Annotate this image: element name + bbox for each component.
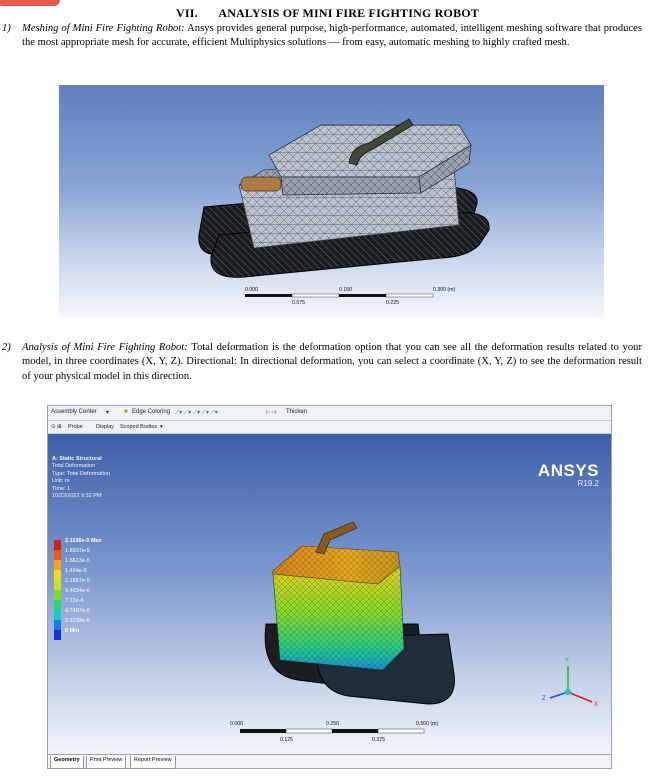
- legend-label: 4.7467e-6: [65, 608, 90, 614]
- ansys-screenshot: [47, 405, 612, 769]
- dropdown-arrow-icon[interactable]: ▾: [106, 410, 110, 416]
- paragraph-analysis: [2, 341, 642, 384]
- scale-label: 0.000: [245, 287, 258, 293]
- tab-print-preview[interactable]: Print Preview: [86, 756, 126, 769]
- item-index: 1): [2, 23, 11, 34]
- brand-name: ANSYS: [537, 461, 599, 480]
- version-label: R19.2: [577, 479, 599, 488]
- scale-label: 0.150: [339, 287, 352, 293]
- scale-label: 0.000: [230, 721, 243, 727]
- paragraph-meshing: [2, 22, 642, 51]
- item-text: Total deformation is the deformation option that you can see all the deformation results related to your model, in three coordinates (X, Y, Z). Directional: In directional deformation, you can select a coordinate (X, Y, Z) to see the deformation result of your physical model in this direction.: [22, 342, 642, 382]
- legend-label: 1.6613e-5: [65, 558, 90, 564]
- analysis-title: A: Static Structural: [52, 456, 102, 462]
- legend-label: 2.1136e-5 Max: [65, 538, 102, 544]
- section-number: VII.: [175, 6, 198, 20]
- display-button[interactable]: Display: [96, 424, 115, 430]
- legend-label: 7.12e-6: [65, 598, 84, 604]
- axis-label-y: Y: [565, 658, 570, 664]
- scale-label: 0.300 (m): [433, 287, 456, 293]
- item-heading: Analysis of Mini Fire Fighting Robot:: [22, 342, 188, 353]
- scale-label: 0.075: [292, 300, 305, 306]
- info-line: Time: 1: [52, 485, 71, 492]
- scale-label: 0.225: [386, 300, 399, 306]
- legend-label: 1.424e-5: [65, 568, 87, 574]
- toolbar-second: [48, 421, 611, 434]
- item-index: 2): [2, 342, 11, 353]
- scale-label: 0.500 (m): [416, 721, 439, 727]
- axis-triad: [542, 658, 598, 708]
- mesh-figure: [59, 85, 604, 317]
- legend-label: 2.3733e-6: [65, 618, 90, 624]
- toolbar-top: [48, 406, 611, 421]
- scale-label: 0.250: [326, 721, 339, 727]
- axis-label-z: Z: [542, 696, 546, 702]
- scoped-bodies-select[interactable]: Scoped Bodies: [120, 424, 157, 430]
- section-title: ANALYSIS OF MINI FIRE FIGHTING ROBOT: [218, 6, 480, 20]
- tab-report-preview[interactable]: Report Preview: [130, 756, 176, 769]
- info-line: Unit: m: [52, 478, 70, 485]
- thicken-button[interactable]: Thicken: [286, 409, 308, 415]
- assembly-center-select[interactable]: Assembly Center: [51, 409, 97, 415]
- info-line: Type: Total Deformation: [52, 470, 110, 477]
- deformation-scale-bar: [230, 721, 438, 743]
- mesh-scale-bar: [245, 287, 455, 306]
- scale-label: 0.125: [280, 737, 293, 743]
- legend-label: 9.4934e-6: [65, 588, 90, 594]
- item-heading: Meshing of Mini Fire Fighting Robot:: [22, 23, 185, 34]
- view-tabs: [48, 754, 611, 768]
- section-heading: [0, 6, 655, 21]
- mesh-cylinder: [241, 177, 281, 191]
- mesh-render: [59, 85, 604, 317]
- graphics-viewport[interactable]: [48, 434, 611, 754]
- deformation-render: [48, 434, 611, 754]
- probe-icon: ⊙ ⊞: [51, 424, 62, 430]
- edge-coloring-icon: ■: [124, 409, 128, 415]
- axis-label-x: X: [594, 702, 599, 708]
- thicken-icon[interactable]: ⊢⊣: [266, 410, 277, 416]
- item-text: Ansys provides general purpose, high-performance, automated, intelligent meshing software that produces the most appropriate mesh for accurate, efficient Multiphysics solutions — from easy, automatic meshing to highly crafted mesh.: [22, 23, 642, 49]
- tab-geometry[interactable]: Geometry: [50, 756, 84, 769]
- info-line: 10/23/2022 9:32 PM: [52, 493, 102, 500]
- probe-button[interactable]: Probe: [68, 424, 83, 430]
- legend-label: 1.8907e-5: [65, 548, 90, 554]
- info-line: Total Deformation: [52, 463, 96, 470]
- legend-label: 1.1867e-5: [65, 578, 90, 584]
- edge-style-icons[interactable]: ⟋▾ ⟋▾ ⟋▾ ⟋▾ ⟋▾: [175, 410, 218, 416]
- legend-label: 0 Min: [65, 628, 80, 634]
- edge-coloring-button[interactable]: Edge Coloring: [132, 409, 171, 415]
- dropdown-arrow-icon[interactable]: ▾: [160, 424, 163, 430]
- scale-label: 0.375: [372, 737, 385, 743]
